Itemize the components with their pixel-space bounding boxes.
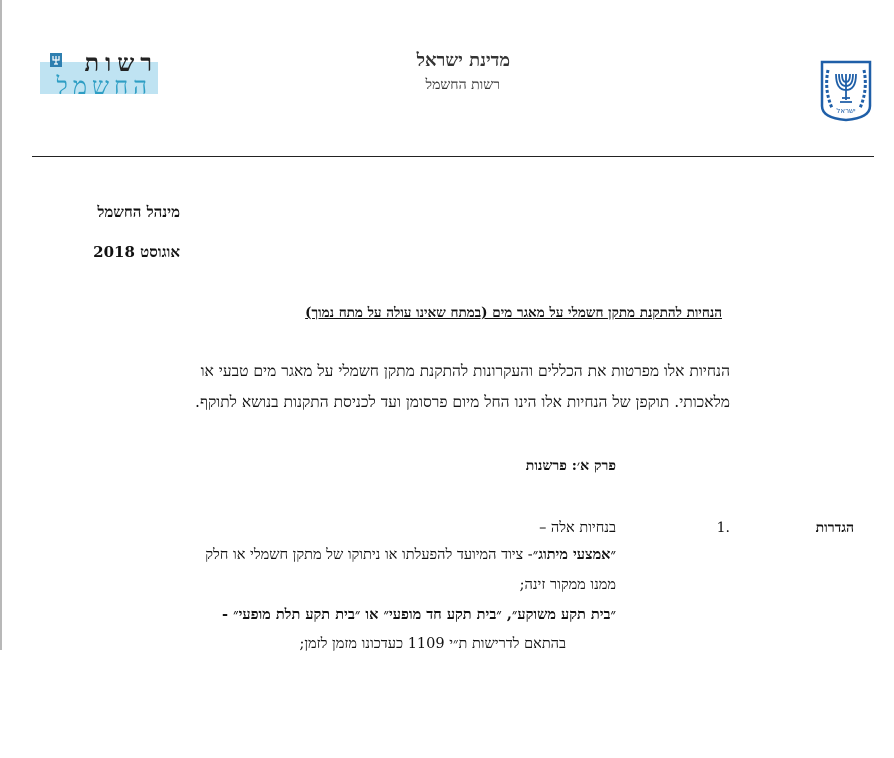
definition-1	[40, 546, 616, 564]
definition-1-text: - ציוד המיועד להפעלתו או ניתוקו של מתקן חשמלי או חלק	[205, 547, 533, 563]
menorah-mini-icon	[50, 53, 62, 67]
clause-number: 1.	[716, 520, 730, 536]
intro-line-2: מלאכותי. תוקפן של הנחיות אלו הינו החל מיום פרסומן ועד לכניסת התקנות בנושא לתוקף.	[195, 393, 730, 411]
header-title: מדינת ישראל	[416, 50, 510, 71]
definition-2-continuation: בהתאם לדרישות ת״י 1109 כעדכונו מזמן לזמן;	[299, 636, 566, 652]
electricity-authority-logo	[36, 48, 166, 98]
document-title: הנחיות להתקנת מתקן חשמלי על מאגר מים (במתח שאינו עולה על מתח נמוך)	[305, 305, 722, 321]
definition-1-term: ״אמצעי מיתוג״	[532, 546, 616, 563]
header-subtitle: רשות החשמל	[425, 77, 500, 93]
definition-1-continuation: ממנו ממקור זינה;	[519, 577, 616, 593]
chapter-heading: פרק א׳: פרשנות	[525, 458, 616, 474]
logo-text-bottom: החשמל	[56, 72, 152, 100]
definition-2-terms: ״בית תקע משוקע״, ״בית תקע חד מופעי״ או ״בית תקע תלת מופעי״ -	[222, 606, 616, 623]
header-divider	[32, 156, 874, 157]
section-margin-label: הגדרות	[815, 520, 854, 536]
emblem-caption: ישראל	[836, 107, 856, 115]
logo-text-top: רשות	[84, 48, 158, 77]
section-lead: בנחיות אלה –	[539, 520, 616, 536]
document-date: אוגוסט 2018	[93, 243, 180, 261]
state-emblem-icon	[820, 60, 872, 122]
department-name: מינהל החשמל	[97, 203, 180, 221]
scan-edge	[0, 0, 2, 650]
intro-line-1: הנחיות אלו מפרטות את הכללים והעקרונות להתקנת מתקן חשמלי על מאגר מים טבעי או	[200, 362, 730, 380]
